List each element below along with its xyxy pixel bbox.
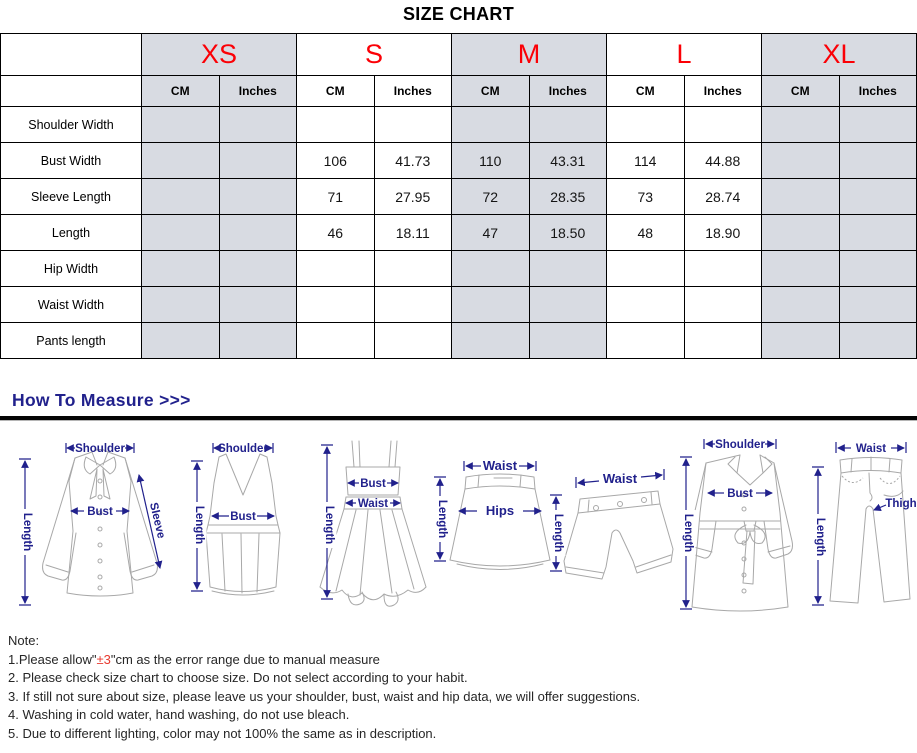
size-value-cell xyxy=(839,323,917,359)
measure-label-length: Length xyxy=(323,505,335,545)
measure-label-waist: Waist xyxy=(855,443,887,455)
measure-label-length: Length xyxy=(552,513,564,553)
size-value-cell xyxy=(374,251,452,287)
size-value-cell xyxy=(297,107,375,143)
row-label: Bust Width xyxy=(1,143,142,179)
size-value-cell: 71 xyxy=(297,179,375,215)
table-row xyxy=(1,287,917,323)
measure-label-length: Length xyxy=(814,517,826,557)
size-value-cell xyxy=(529,287,607,323)
measure-label-bust: Bust xyxy=(87,506,113,518)
measure-label-sleeve: Sleeve xyxy=(147,501,167,540)
size-value-cell: 46 xyxy=(297,215,375,251)
note-1-text: "cm as the error range due to manual measure xyxy=(110,651,380,667)
size-value-cell: 27.95 xyxy=(374,179,452,215)
size-value-cell: 106 xyxy=(297,143,375,179)
size-value-cell xyxy=(684,287,762,323)
notes-heading: Note: xyxy=(8,633,40,648)
size-value-cell xyxy=(219,215,297,251)
figure-dress xyxy=(320,441,426,606)
size-value-cell xyxy=(452,107,530,143)
size-header-xl: XL xyxy=(762,34,917,76)
size-value-cell: 114 xyxy=(607,143,685,179)
size-value-cell xyxy=(374,323,452,359)
measure-label-shoulder: Shoulder xyxy=(75,443,125,455)
measure-label-length: Length xyxy=(193,505,205,545)
size-value-cell: 43.31 xyxy=(529,143,607,179)
size-value-cell: 18.11 xyxy=(374,215,452,251)
size-value-cell xyxy=(452,251,530,287)
row-label: Waist Width xyxy=(1,287,142,323)
row-label: Shoulder Width xyxy=(1,107,142,143)
unit-header-cm: CM xyxy=(607,76,685,107)
size-value-cell: 18.90 xyxy=(684,215,762,251)
unit-header-cm: CM xyxy=(452,76,530,107)
size-value-cell xyxy=(142,287,220,323)
size-value-cell xyxy=(529,323,607,359)
unit-header-inches: Inches xyxy=(374,76,452,107)
measure-label-bust: Bust xyxy=(727,488,753,500)
figure-vest xyxy=(191,443,280,595)
table-row xyxy=(1,215,917,251)
size-value-cell xyxy=(684,323,762,359)
size-value-cell xyxy=(762,179,840,215)
size-value-cell xyxy=(762,323,840,359)
size-value-cell xyxy=(452,287,530,323)
size-table-body xyxy=(1,107,917,359)
measure-label-bust: Bust xyxy=(360,478,386,490)
table-row xyxy=(1,323,917,359)
size-value-cell xyxy=(142,251,220,287)
size-value-cell xyxy=(374,107,452,143)
size-value-cell xyxy=(219,107,297,143)
size-value-cell xyxy=(684,251,762,287)
size-value-cell xyxy=(142,107,220,143)
table-row xyxy=(1,143,917,179)
size-value-cell xyxy=(219,287,297,323)
measure-label-length: Length xyxy=(682,513,694,553)
size-value-cell xyxy=(297,251,375,287)
measure-label-waist: Waist xyxy=(602,471,638,486)
row-label: Pants length xyxy=(1,323,142,359)
size-value-cell xyxy=(762,107,840,143)
size-value-cell: 18.50 xyxy=(529,215,607,251)
size-header-l: L xyxy=(607,34,762,76)
measure-label-thigh: Thigh xyxy=(885,498,917,510)
measure-label-shoulder: Shoulder xyxy=(218,443,268,455)
size-value-cell xyxy=(142,323,220,359)
measurement-figures xyxy=(0,421,917,626)
figure-skirt xyxy=(434,458,550,570)
measure-label-waist: Waist xyxy=(482,458,518,473)
note-line-5: 5. Due to different lighting, color may not 100% the same as in description. xyxy=(8,725,437,741)
size-value-cell xyxy=(607,251,685,287)
size-value-cell: 47 xyxy=(452,215,530,251)
size-header-s: S xyxy=(297,34,452,76)
size-value-cell xyxy=(839,143,917,179)
row-label: Hip Width xyxy=(1,251,142,287)
size-value-cell: 44.88 xyxy=(684,143,762,179)
size-value-cell xyxy=(762,287,840,323)
unit-header-inches: Inches xyxy=(839,76,917,107)
size-value-cell xyxy=(142,143,220,179)
size-value-cell xyxy=(452,323,530,359)
size-value-cell: 48 xyxy=(607,215,685,251)
size-value-cell xyxy=(297,323,375,359)
size-value-cell xyxy=(684,107,762,143)
measure-label-waist: Waist xyxy=(357,498,389,510)
size-value-cell xyxy=(762,251,840,287)
size-value-cell xyxy=(607,287,685,323)
size-value-cell xyxy=(219,179,297,215)
size-value-cell: 73 xyxy=(607,179,685,215)
size-value-cell xyxy=(839,179,917,215)
size-value-cell xyxy=(374,287,452,323)
size-value-cell xyxy=(839,287,917,323)
measure-label-hips: Hips xyxy=(485,503,515,518)
corner-cell xyxy=(1,76,142,107)
size-header-xs: XS xyxy=(142,34,297,76)
size-value-cell xyxy=(297,287,375,323)
size-value-cell xyxy=(219,143,297,179)
size-value-cell xyxy=(762,143,840,179)
unit-header-cm: CM xyxy=(762,76,840,107)
unit-header-inches: Inches xyxy=(684,76,762,107)
size-value-cell xyxy=(839,251,917,287)
figure-jeans xyxy=(812,442,917,605)
measure-label-bust: Bust xyxy=(230,511,256,523)
size-value-cell xyxy=(219,323,297,359)
note-line-3: 3. If still not sure about size, please leave us your shoulder, bust, waist and hip data, we will offer suggestions. xyxy=(8,688,641,704)
size-value-cell: 28.35 xyxy=(529,179,607,215)
unit-header-row xyxy=(1,76,917,107)
size-chart-table xyxy=(0,33,917,359)
note-line-4: 4. Washing in cold water, hand washing, do not use bleach. xyxy=(8,707,350,723)
size-value-cell xyxy=(762,215,840,251)
row-label: Length xyxy=(1,215,142,251)
size-value-cell xyxy=(142,215,220,251)
figure-shorts xyxy=(550,469,673,579)
notes-section xyxy=(8,632,908,744)
table-row xyxy=(1,107,917,143)
table-row xyxy=(1,179,917,215)
figure-blouse xyxy=(19,443,169,605)
size-value-cell: 41.73 xyxy=(374,143,452,179)
size-value-cell xyxy=(607,323,685,359)
how-to-measure-heading: How To Measure >>> xyxy=(12,390,191,410)
size-value-cell: 72 xyxy=(452,179,530,215)
size-header-m: M xyxy=(452,34,607,76)
unit-header-inches: Inches xyxy=(219,76,297,107)
figure-coat xyxy=(680,439,793,611)
corner-cell xyxy=(1,34,142,76)
row-label: Sleeve Length xyxy=(1,179,142,215)
page-title: SIZE CHART xyxy=(403,4,514,24)
size-value-cell xyxy=(839,107,917,143)
size-value-cell xyxy=(219,251,297,287)
note-1-text: 1.Please allow" xyxy=(8,651,97,667)
size-value-cell xyxy=(529,107,607,143)
note-1-tolerance: ±3 xyxy=(96,651,111,667)
note-line-1 xyxy=(8,651,908,670)
size-value-cell: 110 xyxy=(452,143,530,179)
size-value-cell xyxy=(142,179,220,215)
size-value-cell xyxy=(839,215,917,251)
measure-label-length: Length xyxy=(21,512,33,552)
note-line-2: 2. Please check size chart to choose size. Do not select according to your habit. xyxy=(8,670,468,686)
unit-header-inches: Inches xyxy=(529,76,607,107)
table-row xyxy=(1,251,917,287)
unit-header-cm: CM xyxy=(297,76,375,107)
measure-label-shoulder: Shoulder xyxy=(715,439,765,451)
size-value-cell xyxy=(607,107,685,143)
size-header-row xyxy=(1,34,917,76)
measure-label-length: Length xyxy=(436,499,448,539)
size-value-cell: 28.74 xyxy=(684,179,762,215)
unit-header-cm: CM xyxy=(142,76,220,107)
size-value-cell xyxy=(529,251,607,287)
